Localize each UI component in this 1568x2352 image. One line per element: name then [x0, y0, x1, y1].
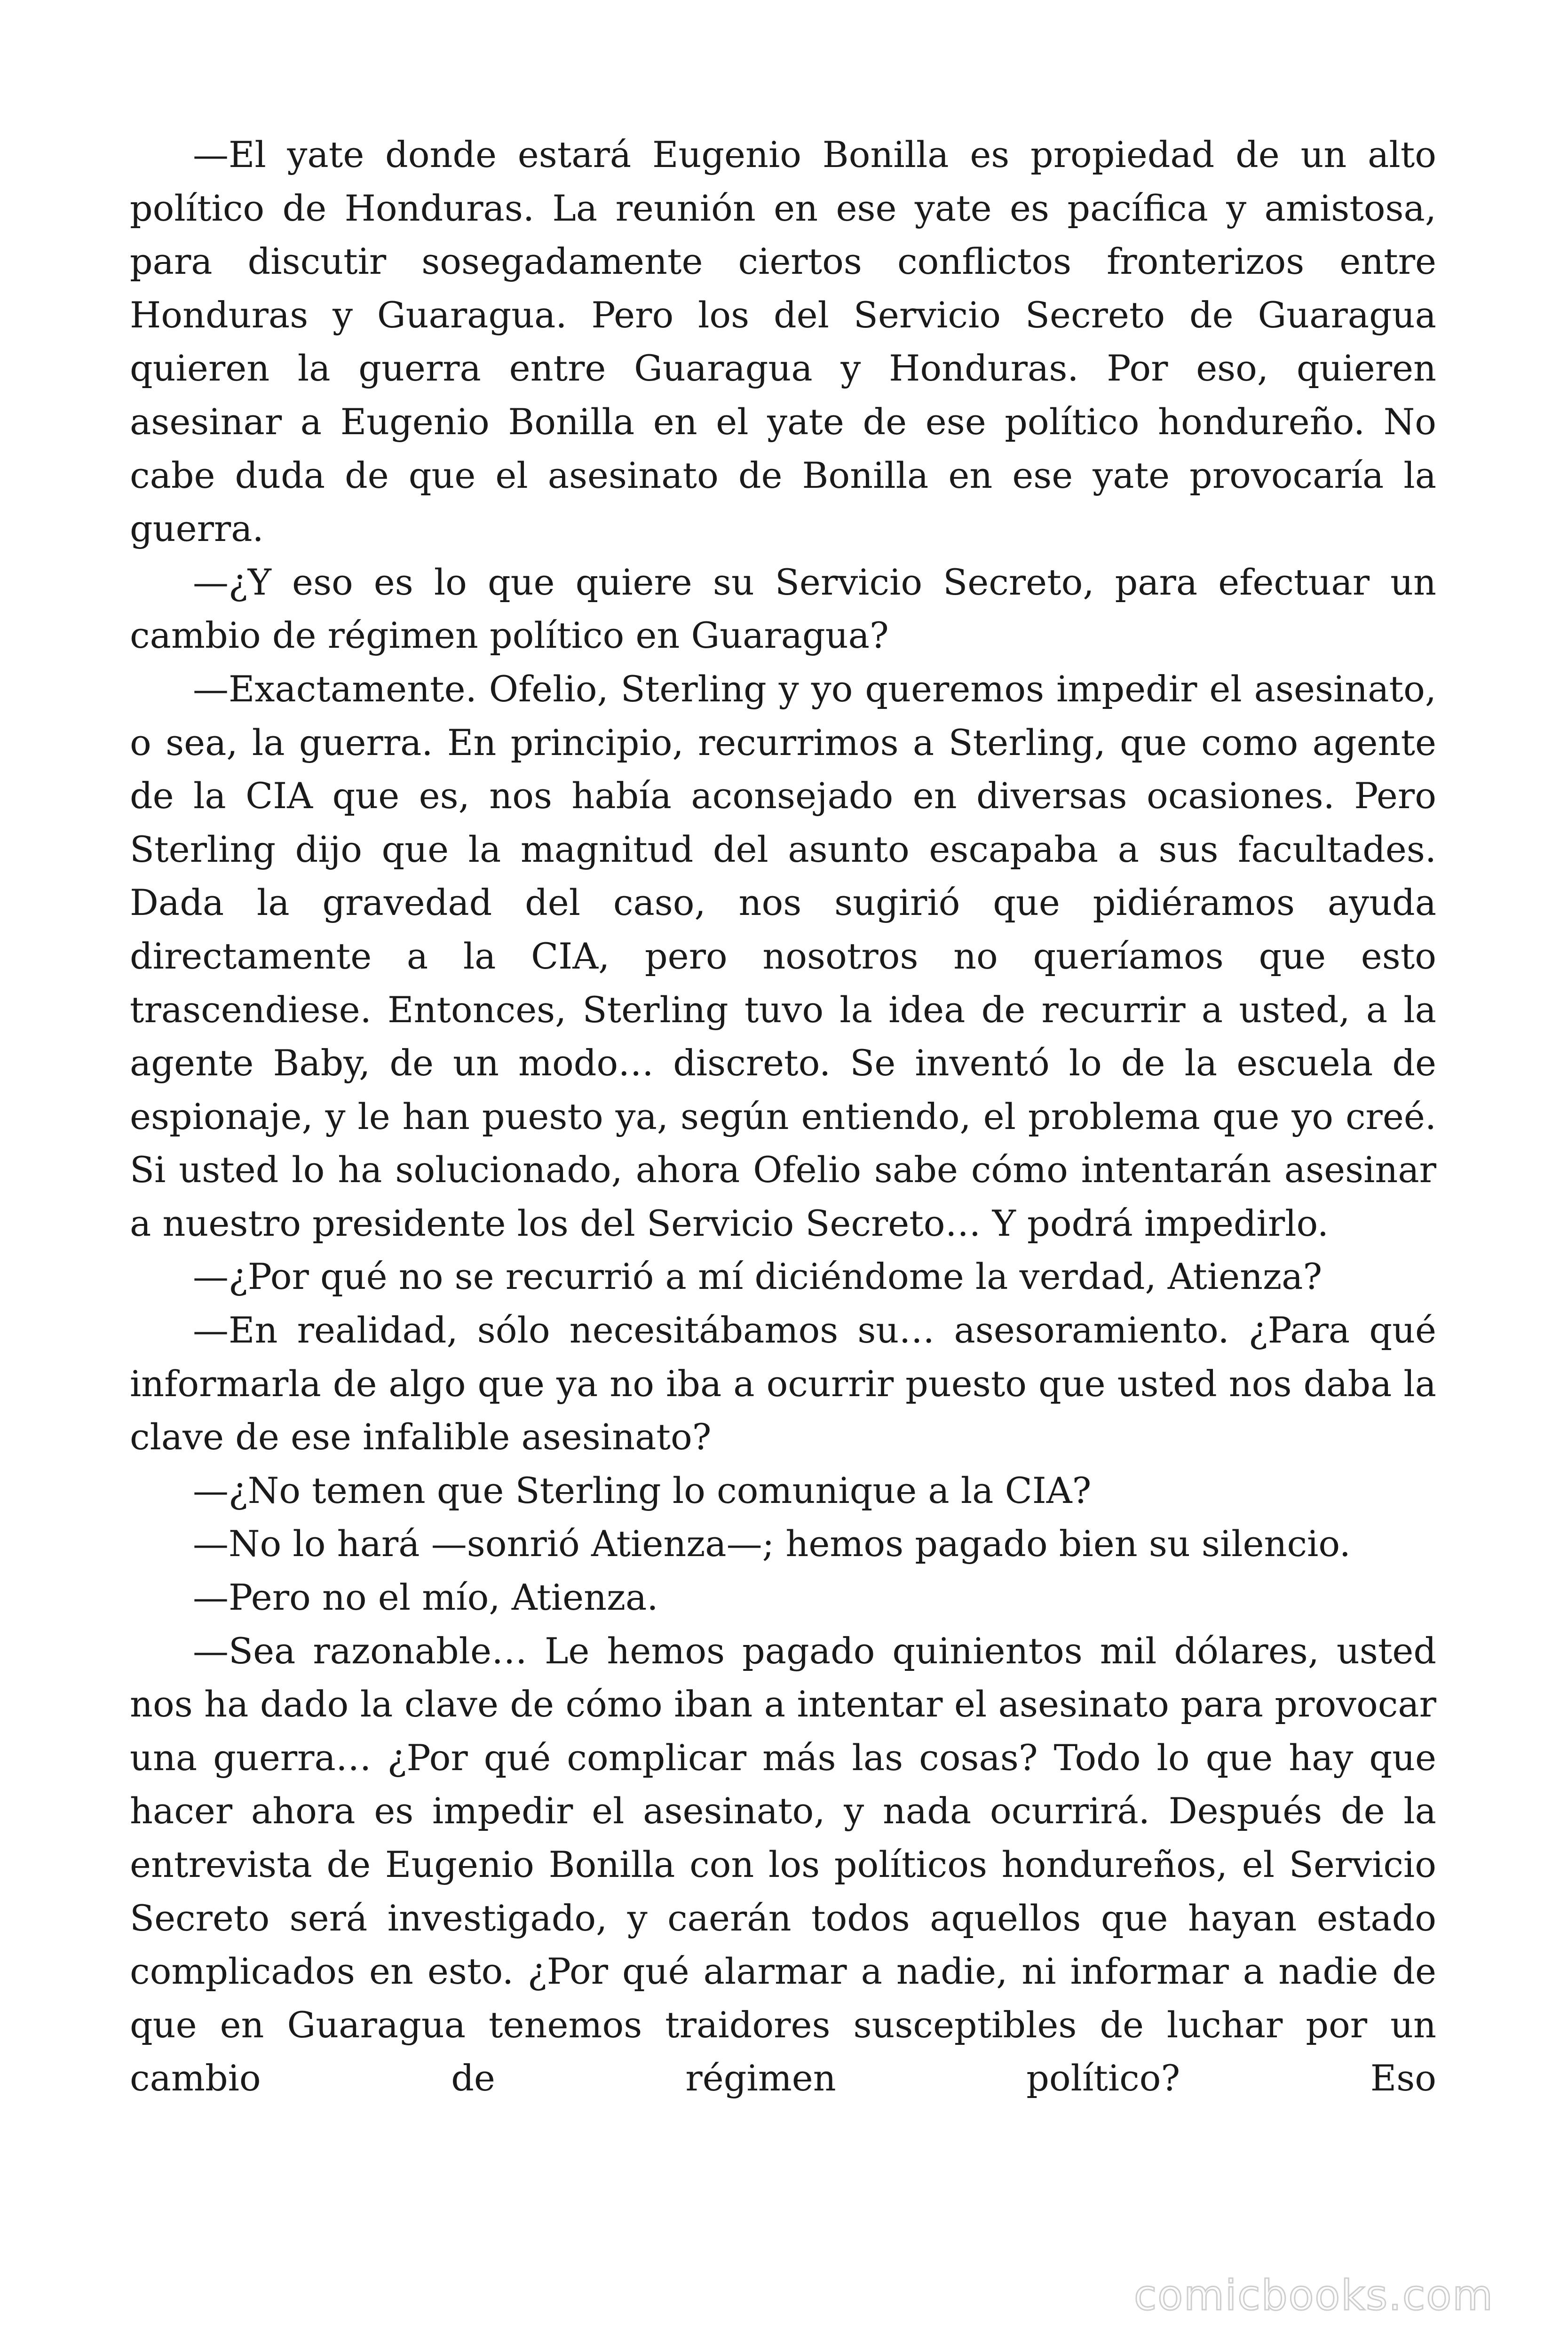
paragraph: —No lo hará —sonrió Atienza—; hemos pagado bien su silencio.	[193, 1523, 1351, 1565]
paragraph: —El yate donde estará Eugenio Bonilla es propiedad de un alto político de Honduras. La reunión en ese yate es pacífica y amistosa, para discutir sosegadamente ciertos conflictos fronterizos entre Honduras y Guaragua. Pero los del Servicio Secreto de Guaragua quieren la guerra entre Guaragua y Honduras. Por eso, quieren asesinar a Eugenio Bonilla en el yate de ese político hondureño. No cabe duda de que el asesinato de Bonilla en ese yate provocaría la guerra.	[130, 134, 1436, 550]
paragraph: —¿No temen que Sterling lo comunique a la CIA?	[193, 1469, 1092, 1511]
body-text	[130, 128, 1436, 2105]
watermark: comicbooks.com	[1133, 2271, 1494, 2320]
paragraph: —Sea razonable… Le hemos pagado quinientos mil dólares, usted nos ha dado la clave de cómo iban a intentar el asesinato para provocar una guerra… ¿Por qué complicar más las cosas? Todo lo que hay que hacer ahora es impedir el asesinato, y nada ocurrirá. Después de la entrevista de Eugenio Bonilla con los políticos hondureños, el Servicio Secreto será investigado, y caerán todos aquellos que hayan estado complicados en esto. ¿Por qué alarmar a nadie, ni informar a nadie de que en Guaragua tenemos traidores susceptibles de luchar por un cambio de régimen político? Eso	[130, 1629, 1436, 2099]
paragraph: —¿Y eso es lo que quiere su Servicio Secreto, para efectuar un cambio de régimen político en Guaragua?	[130, 561, 1436, 657]
paragraph: —En realidad, sólo necesitábamos su… asesoramiento. ¿Para qué informarla de algo que ya no iba a ocurrir puesto que usted nos daba la clave de ese infalible asesinato?	[130, 1309, 1436, 1458]
paragraph: —Pero no el mío, Atienza.	[193, 1576, 658, 1619]
paragraph: —¿Por qué no se recurrió a mí diciéndome la verdad, Atienza?	[193, 1255, 1323, 1298]
paragraph: —Exactamente. Ofelio, Sterling y yo queremos impedir el asesinato, o sea, la guerra. En principio, recurrimos a Sterling, que como agente de la CIA que es, nos había aconsejado en diversas ocasiones. Pero Sterling dijo que la magnitud del asunto escapaba a sus facultades. Dada la gravedad del caso, nos sugirió que pidiéramos ayuda directamente a la CIA, pero nosotros no queríamos que esto trascendiese. Entonces, Sterling tuvo la idea de recurrir a usted, a la agente Baby, de un modo… discreto. Se inventó lo de la escuela de espionaje, y le han puesto ya, según entiendo, el problema que yo creé. Si usted lo ha solucionado, ahora Ofelio sabe cómo intentarán asesinar a nuestro presidente los del Servicio Secreto… Y podrá impedirlo.	[130, 667, 1436, 1244]
